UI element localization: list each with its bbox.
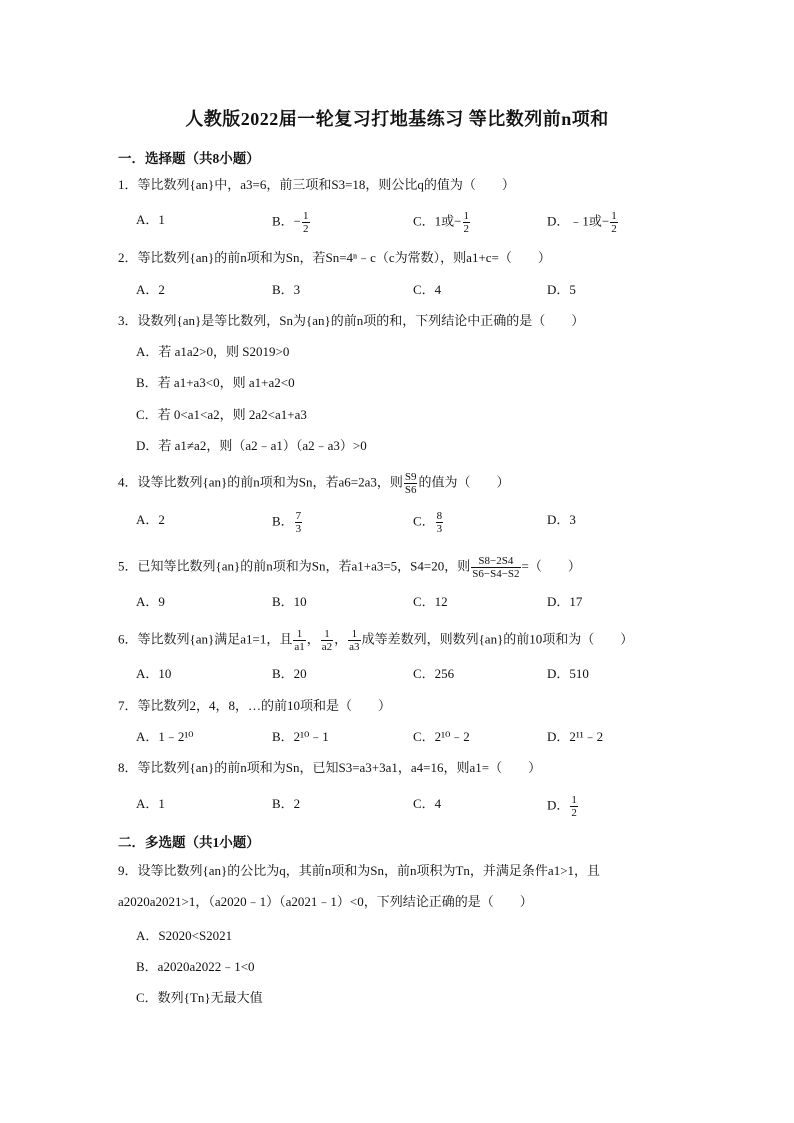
fraction: $\frac{1}{a2}$ — [321, 628, 333, 653]
option-d[interactable]: D．2¹¹﹣2 — [547, 729, 604, 744]
option-d[interactable]: D．510 — [547, 666, 589, 681]
option-b[interactable]: B．10 — [272, 594, 307, 609]
fraction: $\frac{S9}{S6}$ — [404, 471, 417, 496]
question-6-options — [136, 664, 696, 690]
option-b[interactable]: B．− $\frac{1}{2}$ — [272, 210, 309, 235]
option-a[interactable]: A．2 — [136, 512, 165, 527]
option-b[interactable]: B．若 a1+a3<0，则 a1+a2<0 — [136, 375, 295, 390]
question-4-stem: 4．设等比数列{an}的前n项和为Sn，若a6=2a3，则 $\frac{S9}{S6}$ 的值为（ ） — [118, 471, 510, 496]
option-a[interactable]: A．1 — [136, 212, 165, 227]
option-c[interactable]: C．12 — [413, 594, 448, 609]
option-a[interactable]: A．若 a1a2>0，则 S2019>0 — [136, 344, 290, 359]
option-a[interactable]: A．2 — [136, 282, 165, 297]
question-3-stem: 3．设数列{an}是等比数列，Sn为{an}的前n项的和，下列结论中正确的是（ ） — [118, 313, 585, 328]
option-b[interactable]: B．2 — [272, 796, 301, 811]
fraction: $\frac{S8-2S4}{S6-S4-S2}$ — [472, 555, 520, 580]
option-b[interactable]: B．2¹⁰﹣1 — [272, 729, 329, 744]
question-1-stem: 1．等比数列{an}中，a3=6，前三项和S3=18，则公比q的值为（ ） — [118, 177, 515, 192]
option-c[interactable]: C．数列{Tn}无最大值 — [136, 990, 263, 1005]
option-d[interactable]: D．﹣1或− $\frac{1}{2}$ — [547, 210, 617, 235]
option-d[interactable]: D．17 — [547, 594, 583, 609]
section-single-choice: 一．选择题（共8小题） — [118, 151, 260, 166]
option-b[interactable]: B． $\frac{7}{3}$ — [272, 510, 302, 535]
option-c[interactable]: C．1或− $\frac{1}{2}$ — [413, 210, 470, 235]
option-b[interactable]: B．a2020a2022﹣1<0 — [136, 959, 255, 974]
fraction: $\frac{7}{3}$ — [295, 510, 302, 535]
question-2-stem: 2．等比数列{an}的前n项和为Sn，若Sn=4ⁿ﹣c（c为常数），则a1+c=（ ） — [118, 250, 551, 265]
fraction: $\frac{1}{a3}$ — [349, 628, 360, 653]
question-7-options — [136, 727, 696, 753]
question-9-stem-line2: a2020a2021>1，（a2020﹣1）（a2021﹣1）<0，下列结论正确的是（ ） — [118, 894, 533, 909]
question-5-stem: 5．已知等比数列{an}的前n项和为Sn，若a1+a3=5，S4=20，则 $\frac{S8-2S4}{S6-S4-S2}$ =（ ） — [118, 555, 581, 580]
fraction: $\frac{1}{a1}$ — [294, 628, 305, 653]
option-c[interactable]: C．2¹⁰﹣2 — [413, 729, 470, 744]
option-c[interactable]: C．4 — [413, 282, 442, 297]
fraction: $\frac{1}{2}$ — [463, 210, 470, 235]
option-c[interactable]: C．若 0<a1<a2，则 2a2<a1+a3 — [136, 407, 307, 422]
option-b[interactable]: B．20 — [272, 666, 307, 681]
option-d[interactable]: D．5 — [547, 282, 576, 297]
question-1-options — [136, 210, 696, 236]
option-a[interactable]: A．S2020<S2021 — [136, 928, 233, 943]
option-a[interactable]: A．1﹣2¹⁰ — [136, 729, 194, 744]
fraction: $\frac{1}{2}$ — [303, 210, 309, 235]
question-4-options — [136, 510, 696, 536]
page-title: 人教版2022届一轮复习打地基练习 等比数列前n项和 — [185, 109, 609, 129]
option-c[interactable]: C．4 — [413, 796, 442, 811]
question-9-stem-line1: 9．设等比数列{an}的公比为q，其前n项和为Sn，前n项积为Tn，并满足条件a1>1，且 — [118, 863, 601, 878]
option-a[interactable]: A．10 — [136, 666, 172, 681]
option-b[interactable]: B．3 — [272, 282, 301, 297]
question-2-options — [136, 280, 696, 306]
option-a[interactable]: A．1 — [136, 796, 165, 811]
option-d[interactable]: D． $\frac{1}{2}$ — [547, 794, 577, 819]
option-d[interactable]: D．3 — [547, 512, 576, 527]
option-c[interactable]: C．256 — [413, 666, 455, 681]
fraction: $\frac{1}{2}$ — [571, 794, 577, 819]
section-multi-choice: 二．多选题（共1小题） — [118, 835, 260, 850]
question-5-options — [136, 592, 696, 618]
option-c[interactable]: C． $\frac{8}{3}$ — [413, 510, 443, 535]
fraction: $\frac{8}{3}$ — [436, 510, 443, 535]
question-8-stem: 8．等比数列{an}的前n项和为Sn，已知S3=a3+3a1，a4=16，则a1=（ ） — [118, 760, 542, 775]
question-6-stem: 6．等比数列{an}满足a1=1，且 $\frac{1}{a1}$ ， $\frac{1}{a2}$ ， $\frac{1}{a3}$ 成等差数列，则数列{an}的前10项和为（ ） — [118, 628, 634, 653]
question-8-options — [136, 794, 696, 820]
option-d[interactable]: D．若 a1≠a2，则（a2﹣a1）（a2﹣a3）>0 — [136, 438, 367, 453]
option-a[interactable]: A．9 — [136, 594, 165, 609]
fraction: $\frac{1}{2}$ — [611, 210, 617, 235]
question-7-stem: 7．等比数列2，4，8，…的前10项和是（ ） — [118, 698, 392, 713]
